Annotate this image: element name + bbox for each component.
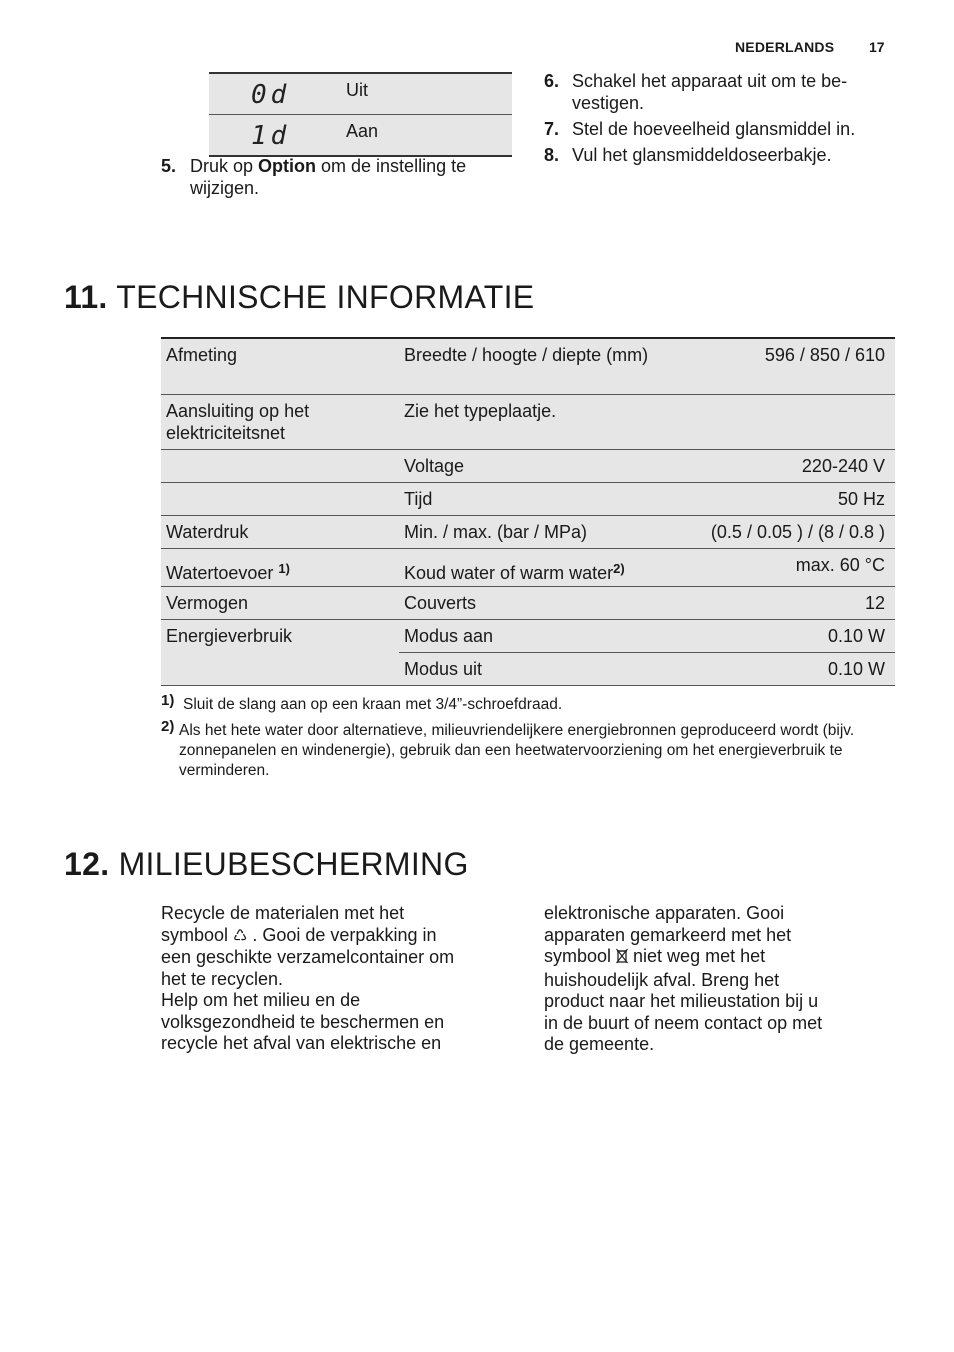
row-description: Modus aan [399, 619, 674, 652]
section-number: 12. [64, 846, 110, 882]
step-number: 8. [544, 145, 560, 165]
crossed-bin-icon [616, 948, 628, 970]
row-description [399, 548, 674, 586]
row-label: Energieverbruik [161, 619, 399, 685]
row-value: 0.10 W [674, 652, 895, 685]
env-text-block: een geschikte verzamelcontainer om het te recyclen. Help om het milieu en de volksgezondheid te beschermen en recycle het afval van elektrische en [161, 947, 455, 1053]
row-description: Min. / max. (bar / MPa) [399, 515, 674, 548]
row-label [161, 449, 399, 482]
display-row-on [209, 114, 512, 155]
env-text-fragment: symbool [161, 924, 234, 945]
row-description: Zie het typeplaatje. [399, 394, 674, 449]
step-text-post: om de instelling te [316, 156, 467, 176]
display-label: Uit [346, 80, 368, 100]
env-text-block: elektronische apparaten. Gooi apparaten gemarkeerd met het [544, 903, 792, 945]
footnote-1 [161, 692, 901, 715]
step-5 [161, 156, 511, 206]
row-description: Breedte / hoogte / diepte (mm) [399, 338, 674, 394]
footnote-mark: 2) [161, 718, 175, 735]
row-label [161, 548, 399, 586]
row-value: 596 / 850 / 610 [674, 338, 895, 394]
row-label: Vermogen [161, 586, 399, 619]
row-value: 0.10 W [674, 619, 895, 652]
row-label [161, 482, 399, 515]
table-row [161, 449, 895, 482]
display-code: 0d [251, 80, 291, 110]
row-value: 12 [674, 586, 895, 619]
display-label: Aan [346, 121, 379, 141]
section-number: 11. [64, 279, 108, 315]
step-text-line2: vestigen. [572, 93, 645, 113]
row-value [674, 394, 895, 449]
row-label: Afmeting [161, 338, 399, 394]
step-text: Stel de hoeveelheid glansmiddel in. [572, 119, 856, 139]
section-heading: MILIEUBESCHERMING [118, 846, 469, 882]
option-keyword: Option [258, 156, 317, 176]
footnote-ref: 1) [278, 560, 290, 576]
table-row [161, 619, 895, 652]
step-8 [544, 145, 904, 169]
row-value: max. 60 °C [674, 548, 895, 586]
env-text-block: huishoudelijk afval. Breng het product naar het milieustation bij u in de buurt of neem contact op met de gemeente. [544, 969, 823, 1054]
page-number: 17 [869, 39, 885, 55]
step-number: 6. [544, 71, 560, 91]
section-12-title [64, 846, 469, 883]
step-text-pre: Druk op [190, 156, 259, 176]
env-text-column-1 [161, 903, 491, 1055]
display-row-off [209, 74, 512, 114]
row-description: Couverts [399, 586, 674, 619]
table-row [161, 548, 895, 586]
row-description-text: Koud water of warm water [404, 562, 614, 583]
env-text-fragment: symbool [544, 946, 617, 966]
section-heading: TECHNISCHE INFORMATIE [116, 279, 535, 315]
footnote-2 [161, 718, 901, 781]
recycle-icon: ♺ [233, 927, 248, 945]
display-code: 1d [251, 121, 291, 151]
step-text: Schakel het apparaat uit om te be- [572, 71, 848, 91]
env-text-fragment: . Gooi de verpakking in [247, 924, 437, 945]
step-number: 5. [161, 156, 177, 176]
footnote-ref: 2) [613, 560, 625, 576]
row-description: Voltage [399, 449, 674, 482]
step-text [190, 156, 466, 177]
display-settings-table [209, 72, 512, 157]
env-text-line: Recycle de materialen met het [161, 903, 405, 923]
env-text-column-2 [544, 903, 874, 1056]
step-text-line2: wijzigen. [190, 178, 260, 198]
row-value: 50 Hz [674, 482, 895, 515]
technical-info-table [161, 337, 895, 686]
row-label: Aansluiting op het elektriciteitsnet [161, 394, 399, 449]
step-text: Vul het glansmiddeldoseerbakje. [572, 145, 832, 165]
table-row [161, 482, 895, 515]
row-value: (0.5 / 0.05 ) / (8 / 0.8 ) [674, 515, 895, 548]
header-language: NEDERLANDS [735, 39, 835, 55]
step-6 [544, 71, 904, 121]
step-7 [544, 119, 904, 143]
row-description: Modus uit [399, 652, 674, 685]
table-row [161, 586, 895, 619]
section-11-title [64, 279, 534, 316]
table-row [161, 394, 895, 449]
row-label: Waterdruk [161, 515, 399, 548]
row-label-text: Watertoevoer [166, 562, 274, 583]
table-row [161, 338, 895, 394]
footnote-text: Sluit de slang aan op een kraan met 3/4”-schroefdraad. [183, 696, 563, 713]
env-text-fragment: niet weg met het [628, 946, 766, 966]
footnote-mark: 1) [161, 692, 175, 709]
row-description: Tijd [399, 482, 674, 515]
row-value: 220-240 V [674, 449, 895, 482]
footnote-text: Als het hete water door alternatieve, milieuvriendelijkere energiebronnen geproduceerd wordt (bijv. zonnepanelen en windenergie), gebruik dan een heetwatervoorziening om het energieverbruik te verminderen. [179, 722, 855, 779]
table-row [161, 515, 895, 548]
step-number: 7. [544, 119, 560, 139]
